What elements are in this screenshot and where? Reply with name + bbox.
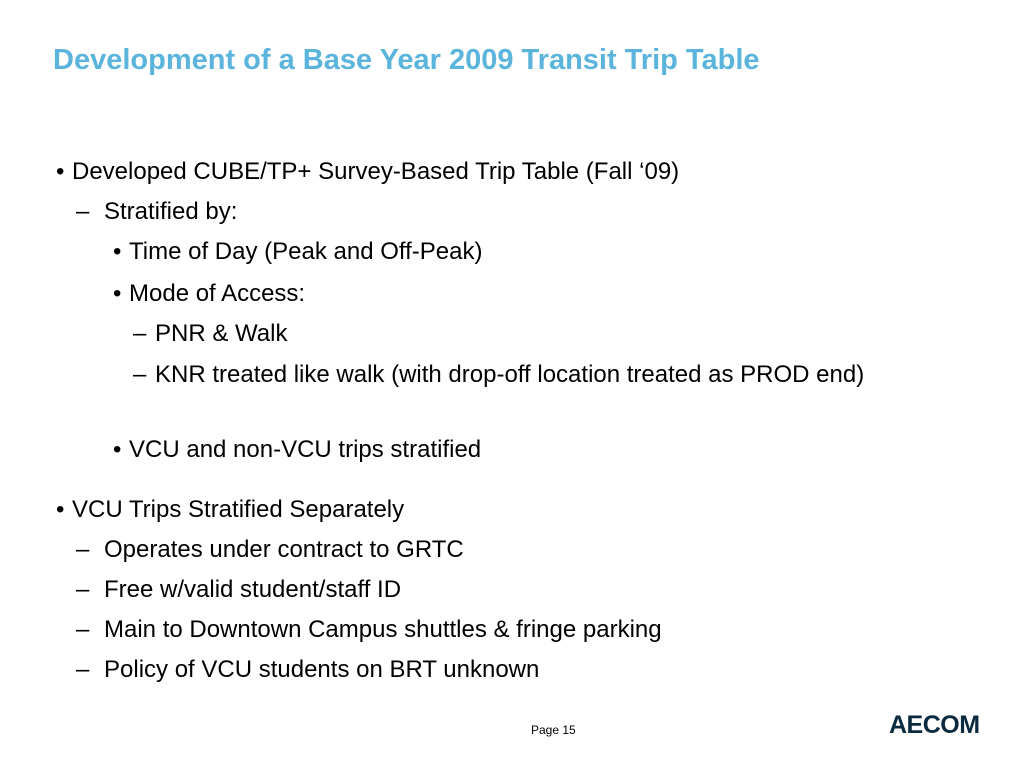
bullet-text: Developed CUBE/TP+ Survey-Based Trip Table (Fall ‘09) [72,158,680,185]
bullet-text: Mode of Access: [129,280,306,307]
bullet-text: Stratified by: [104,198,238,225]
aecom-logo [889,709,979,741]
bullet-text: Operates under contract to GRTC [104,536,464,563]
dash-marker: – [76,198,90,225]
bullet-text: Free w/valid student/staff ID [104,576,402,603]
bullet-marker: • [113,238,122,265]
bullet-marker: • [113,280,122,307]
bullet-marker: • [56,496,65,523]
bullet-text: Policy of VCU students on BRT unknown [104,656,540,683]
page-number: Page 15 [531,723,576,737]
aecom-logo-text: AECOM [889,711,980,739]
bullet-text: VCU and non-VCU trips stratified [129,436,482,463]
bullet-marker: • [56,158,65,185]
dash-marker: – [76,616,90,643]
bullet-marker: • [113,436,122,463]
bullet-text: KNR treated like walk (with drop-off location treated as PROD end) [155,361,865,388]
dash-marker: – [133,361,147,388]
bullet-text: Time of Day (Peak and Off-Peak) [129,238,483,265]
dash-marker: – [133,320,147,347]
slide-title: Development of a Base Year 2009 Transit Trip Table [53,44,760,76]
dash-marker: – [76,656,90,683]
dash-marker: – [76,536,90,563]
bullet-text: Main to Downtown Campus shuttles & fringe parking [104,616,662,643]
bullet-text: PNR & Walk [155,320,288,347]
dash-marker: – [76,576,90,603]
bullet-text: VCU Trips Stratified Separately [72,496,405,523]
